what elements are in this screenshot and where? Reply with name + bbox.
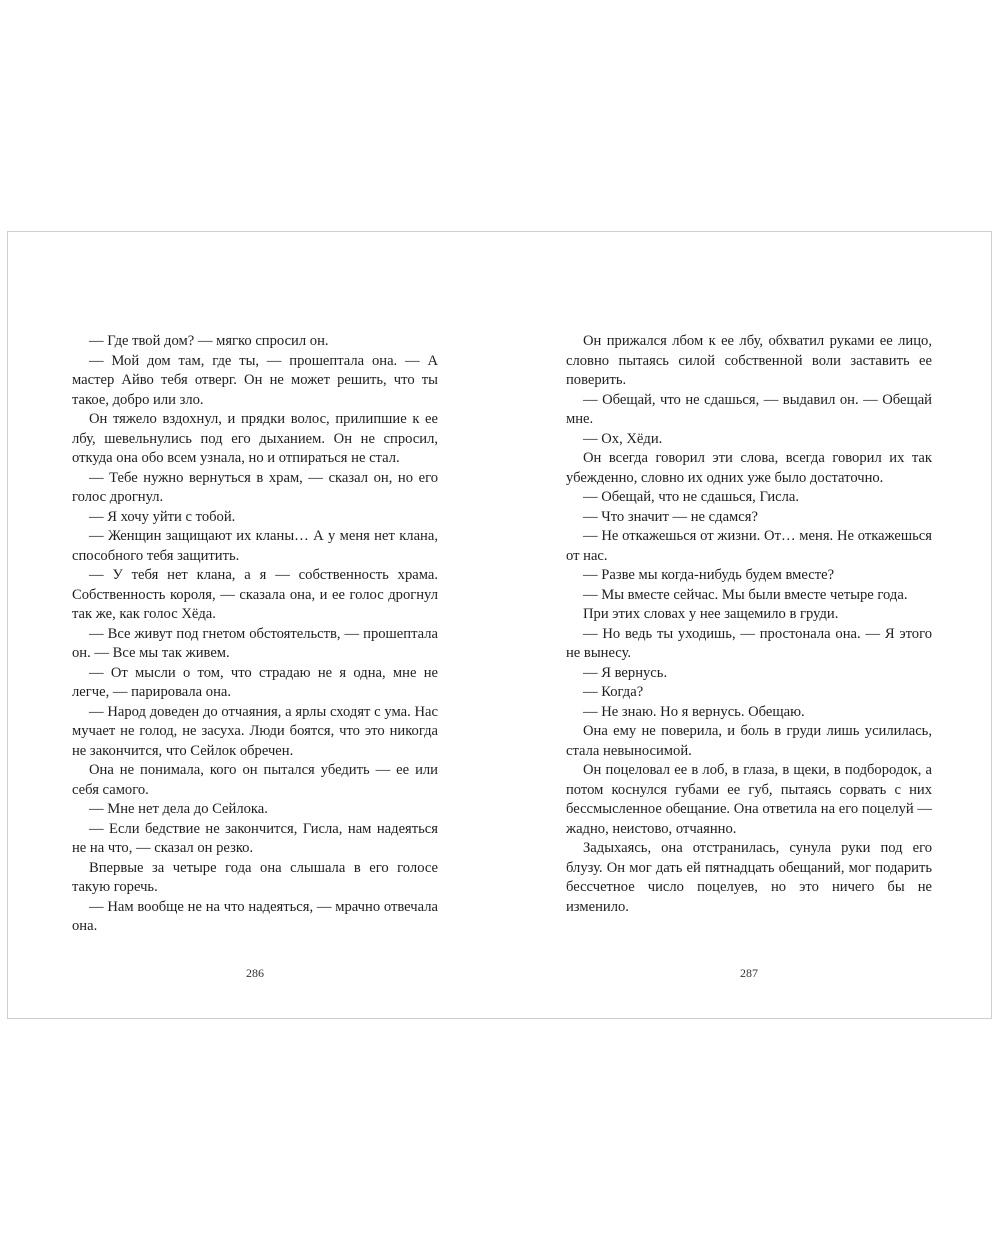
paragraph: Она не понимала, кого он пытался убедить — ее или себя самого. — [72, 762, 438, 798]
paragraph: Он прижался лбом к ее лбу, обхватил руками ее лицо, словно пытаясь силой собственной воли застaвить ее поверить. — [566, 333, 932, 388]
paragraph: Он тяжело вздохнул, и прядки волос, прилипшие к ее лбу, шевельнулись под его дыханием. Он не спросил, откуда она обо всем узнала, но и отпираться не стал. — [72, 411, 438, 466]
paragraph: — Нам вообще не на что надеяться, — мрачно отвечала она. — [72, 898, 438, 934]
paragraph: — Народ доведен до отчаяния, а ярлы сходят с ума. Нас мучает не голод, не засуха. Люди боятся, что это никогда не закончится, что Сейлок обречен. — [72, 703, 438, 759]
paragraph: — Я вернусь. — [583, 664, 668, 681]
paragraph: — Все живут под гнетом обстоятельств, — прошептала он. — Все мы так живем. — [72, 625, 438, 661]
paragraph: — Тебе нужно вернуться в храм, — сказал он, но его голос дрогнул. — [72, 469, 438, 505]
paragraph: — Мне нет дела до Сейлока. — [89, 801, 268, 817]
page-number-right: 287 — [740, 966, 758, 980]
page-number-left: 286 — [246, 966, 264, 980]
paragraph: Задыхаясь, она отстранилась, сунула руки под его блузу. Он мог дать ей пятнадцать обещаний, мог подарить бессчетное число поцелуев, но это ничего бы не изменило. — [566, 840, 932, 915]
paragraph: — Когда? — [583, 684, 644, 700]
paragraph: — У тебя нет клана, а я — собственность храма. Собственность короля, — сказала она, и ее голос дрогнул так же, как голос Хёда. — [72, 567, 438, 622]
book-spread — [7, 231, 992, 1019]
paragraph: — От мысли о том, что страдаю не я одна, мне не легче, — парировала она. — [72, 664, 438, 700]
paragraph: — Если бедствие не закончится, Гисла, нам надеяться не на что, — сказал он резко. — [72, 820, 438, 856]
paragraph: При этих словах у нее защемило в груди. — [583, 606, 839, 622]
paragraph: — Обещай, что не сдашься, — выдавил он. — Обещай мне. — [566, 391, 932, 427]
paragraph: Он всегда говорил эти слова, всегда говорил их так убежденно, словно их одних уже было достаточно. — [566, 450, 932, 486]
paragraph: Впервые за четыре года она слышала в его голосе такую горечь. — [72, 859, 438, 895]
left-page-text — [72, 332, 438, 937]
right-page-text — [566, 332, 932, 917]
paragraph: — Не откажешься от жизни. От… меня. Не откажешься от нас. — [566, 528, 932, 564]
paragraph: — Я хочу уйти с тобой. — [89, 508, 236, 525]
paragraph: — Не знаю. Но я вернусь. Обещаю. — [583, 703, 805, 720]
paragraph: — Но ведь ты уходишь, — простонала она. — Я этого не вынесу. — [566, 625, 932, 661]
paragraph: Он поцеловал ее в лоб, в глаза, в щеки, в подбородок, а потом коснулся губами ее губ, пытаясь сорвать с них бессмысленное обещание. Она ответила на его поцелуй — жадно, неистово, отчаянно. — [566, 762, 932, 837]
paragraph: — Мой дом там, где ты, — прошептала она. — А мастер Айво тебя отверг. Он не может решить, что ты такое, добро или зло. — [72, 352, 438, 408]
paragraph: — Мы вместе сейчас. Мы были вместе четыре года. — [583, 586, 908, 603]
paragraph: — Разве мы когда-нибудь будем вместе? — [583, 567, 835, 583]
paragraph: Она ему не поверила, и боль в груди лишь усилилась, стала невыносимой. — [566, 723, 932, 759]
paragraph: — Где твой дом? — мягко спросил он. — [89, 333, 329, 349]
paragraph: — Обещай, что не сдашься, Гисла. — [583, 489, 800, 505]
paragraph: — Женщин защищают их кланы… А у меня нет клана, способного тебя защитить. — [72, 528, 438, 564]
paragraph: — Ох, Хёди. — [583, 430, 663, 447]
paragraph: — Что значит — не сдамся? — [583, 508, 758, 525]
